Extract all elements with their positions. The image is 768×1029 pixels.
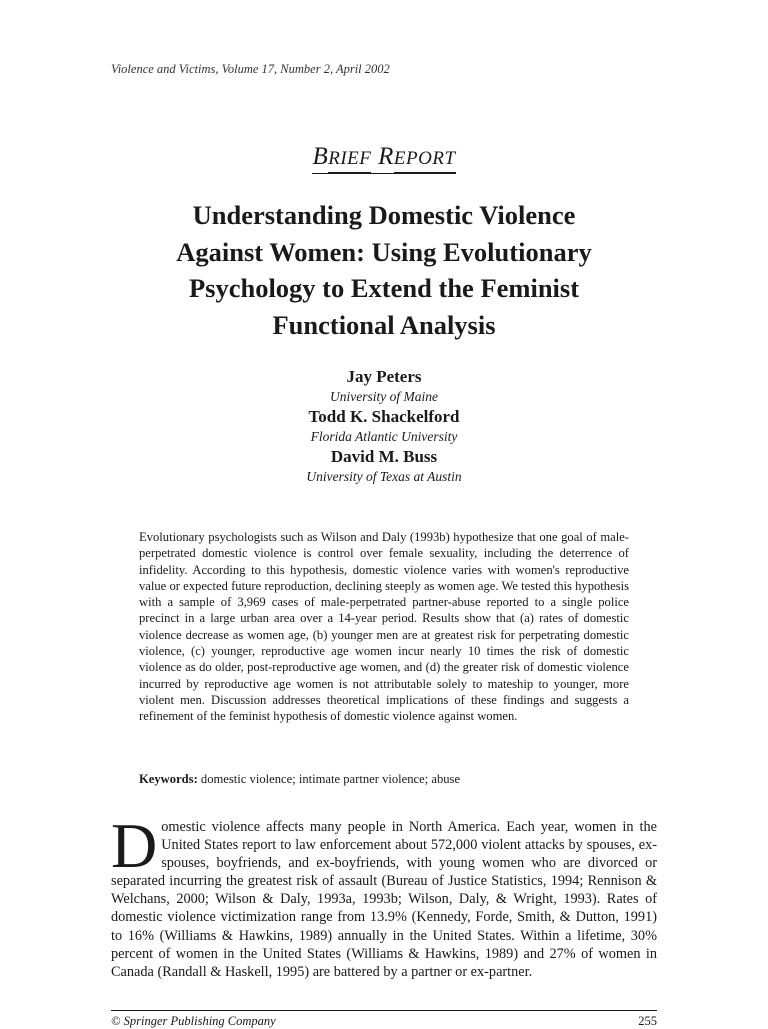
author-affiliation: University of Maine (330, 389, 438, 404)
section-heading (0, 143, 768, 171)
section-smallcaps: RIEF (328, 148, 371, 173)
author-block (0, 365, 768, 485)
title-line: Psychology to Extend the Feminist (188, 273, 580, 303)
title-line: Functional Analysis (272, 309, 496, 340)
article-title (0, 197, 768, 343)
author-name: Jay Peters (346, 367, 422, 386)
section-heading-text (312, 143, 455, 174)
title-line: Against Women: Using Evolutionary (176, 236, 592, 267)
title-line: Understanding Domestic Violence (192, 200, 576, 230)
section-smallcaps: EPORT (394, 148, 456, 173)
body-paragraph (111, 810, 657, 981)
section-letter: R (378, 143, 394, 174)
abstract: Evolutionary psychologists such as Wilson and Daly (1993b) hypothesize that one goal of male-perpetrated domestic violence is control over female sexuality, including the deterrence of infidelity. According to this hypothesis, domestic violence varies with women's reproductive value or expected future reproduction, declining steeply as women age. We tested this hypothesis with a sample of 3,969 cases of male-perpetrated partner-abuse reported to a single police precinct in a large urban area over a 14-year period. Results show that (a) rates of domestic violence decrease as women age, (b) younger men are at greatest risk for perpetrating domestic violence, (c) younger, reproductive age women incur nearly 10 times the risk of domestic violence as do older, post-reproductive age women, and (d) the greater risk of domestic violence incurred by reproductive age women is not attributable solely to mateship to younger, more violent men. Discussion addresses theoretical implications of these findings and suggests a refinement of the feminist hypothesis of domestic violence against women. (139, 530, 629, 724)
author-affiliation: Florida Atlantic University (310, 429, 458, 444)
footer-divider (111, 1010, 657, 1011)
keywords (139, 771, 629, 787)
body-text: omestic violence affects many people in North America. Each year, women in the United States report to law enforcement about 572,000 violent attacks by spouses, ex-spouses, boyfriends, and ex-boyfriends, with young women who are divorced or separated incurring the greatest risk of assault (Bureau of Justice Statistics, 1994; Rennison & Welchans, 2000; Wilson & Daly, 1993a, 1993b; Wilson, Daly, & Wright, 1993). Rates of domestic violence victimization range from 13.9% (Kennedy, Forde, Smith, & Dutton, 1991) to 16% (Williams & Hawkins, 1989) annually in the United States. Within a lifetime, 30% percent of women in the United States (Williams & Hawkins, 1989) and 27% of women in Canada (Randall & Haskell, 1995) are battered by a partner or ex-partner. (111, 819, 657, 980)
publisher-notice: © Springer Publishing Company (111, 1014, 276, 1028)
keywords-text: domestic violence; intimate partner violence; abuse (200, 772, 461, 786)
section-letter: B (312, 143, 328, 174)
author-name: David M. Buss (330, 447, 438, 466)
page-number: 255 (638, 1014, 657, 1028)
author-name: Todd K. Shackelford (308, 407, 460, 426)
drop-cap: D (111, 810, 158, 881)
journal-citation: Violence and Victims, Volume 17, Number 2, April 2002 (111, 62, 390, 76)
author-affiliation: University of Texas at Austin (306, 469, 462, 484)
keywords-label: Keywords: (139, 772, 198, 786)
